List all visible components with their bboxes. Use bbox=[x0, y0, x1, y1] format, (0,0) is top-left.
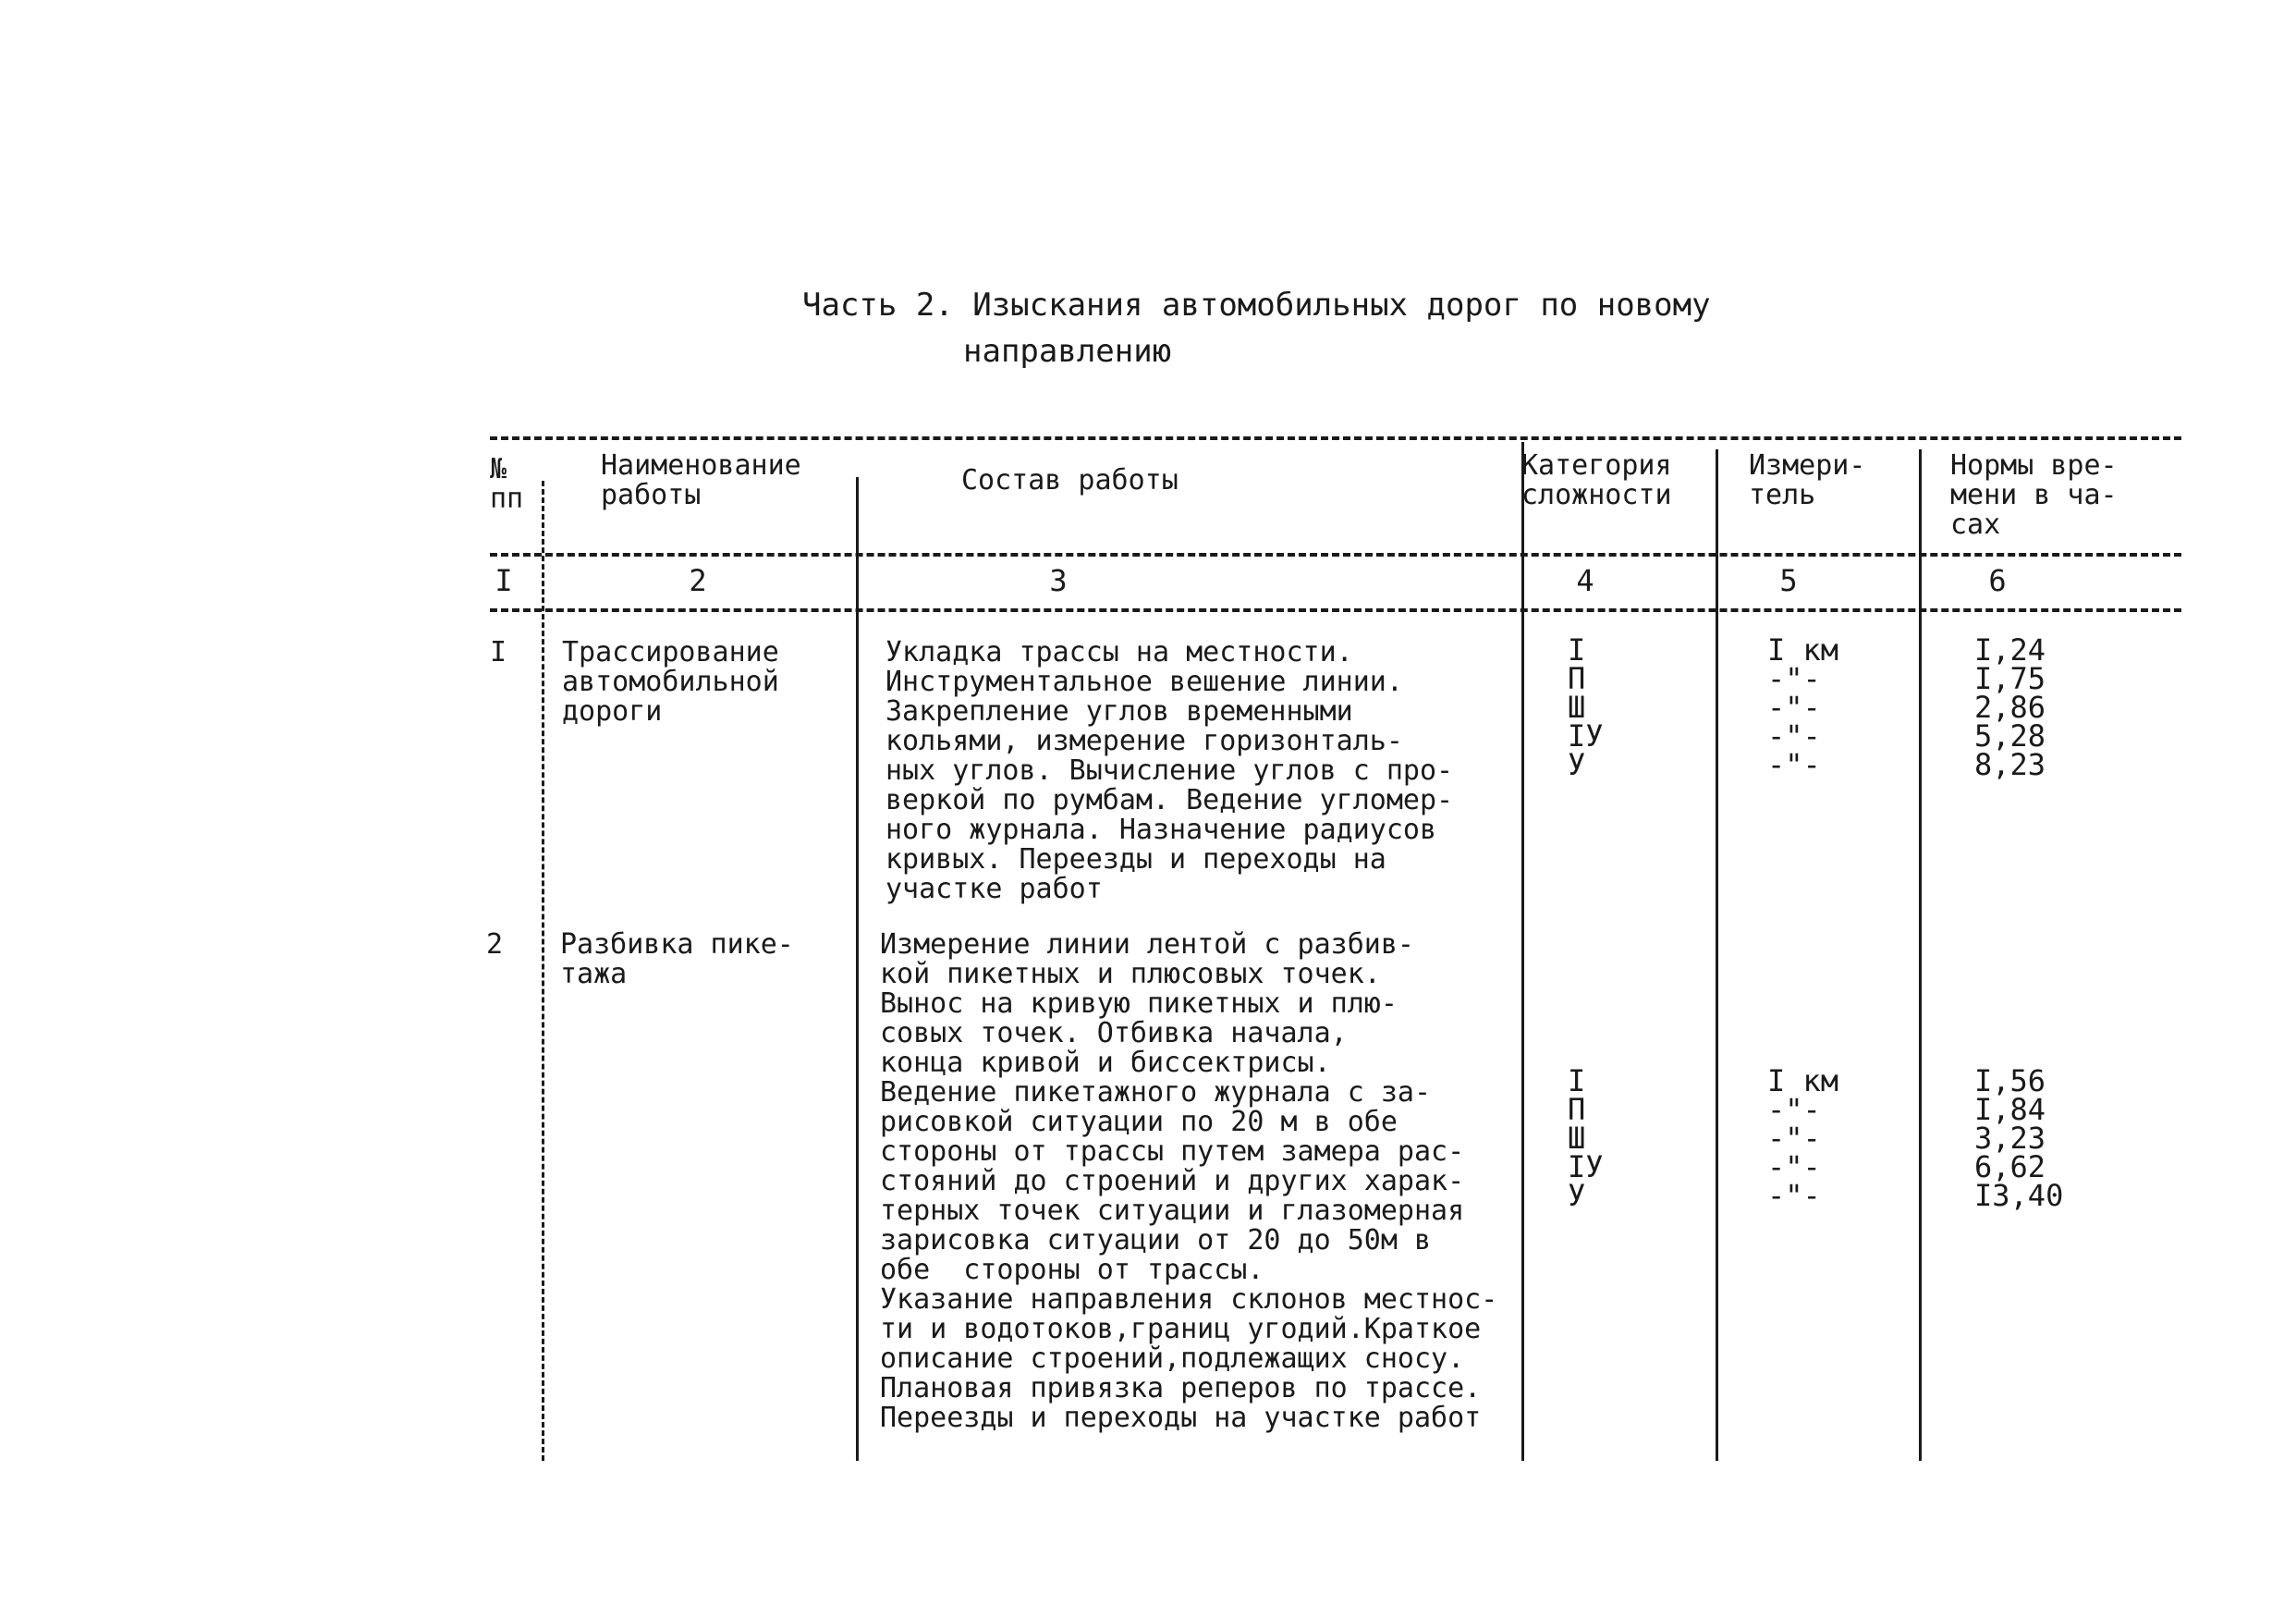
header-category: Категория сложности bbox=[1521, 449, 1672, 511]
column-number-4: 4 bbox=[1576, 563, 1594, 598]
row-1-norms: I,24 I,75 2,86 5,28 8,23 bbox=[1974, 632, 2046, 782]
column-separator-5 bbox=[1919, 449, 1922, 1461]
row-1-categories: I П Ш IУ У bbox=[1568, 632, 1604, 782]
header-norms: Нормы вре- мени в ча- сах bbox=[1950, 449, 2118, 541]
document-title-line-2: направлению bbox=[963, 333, 1172, 370]
row-2-norms: I,56 I,84 3,23 6,62 I3,40 bbox=[1974, 1063, 2064, 1213]
row-2-name: Разбивка пике- тажа bbox=[560, 928, 794, 990]
row-1-composition: Укладка трассы на местности. Инструментальное вешение линии. Закрепление углов временными кольями, измерение горизонталь- ных углов. Вычисление углов с про- веркой по румбам. Ведение угломер- ного журнала. Назначение радиусов кривых. Переезды и переходы на участке работ bbox=[885, 636, 1454, 905]
header-bottom-rule bbox=[490, 553, 2181, 557]
document-title-line-1: Часть 2. Изыскания автомобильных дорог по новому bbox=[802, 287, 1711, 324]
row-2-composition: Измерение линии лентой с разбив- кой пикетных и плюсовых точек. Вынос на кривую пикетных и плю- совых точек. Отбивка начала, конца кривой и биссектрисы. Ведение пикетажного журнала с за- рисовкой ситуации по 20 м в обе стороны от трассы путем замера рас- стояний до строений и других харак- терных точек ситуации и глазомерная зарисовка ситуации от 20 до 50м в обе стороны от трассы. Указание направления склонов местнос- ти и водотоков,границ угодий.Краткое описание строений,подлежащих сносу. Плановая привязка реперов по трассе. Переезды и переходы на участке работ bbox=[880, 928, 1498, 1434]
column-number-1: I bbox=[495, 563, 513, 598]
column-separator-4 bbox=[1716, 449, 1718, 1461]
row-1-name: Трассирование автомобильной дороги bbox=[562, 636, 779, 728]
table-top-rule bbox=[490, 436, 2181, 440]
row-2-units: I км -"- -"- -"- -"- bbox=[1767, 1063, 1839, 1213]
column-numbers-bottom-rule bbox=[490, 608, 2181, 612]
header-name: Наименование работы bbox=[601, 449, 801, 511]
header-num: № пп bbox=[490, 453, 524, 515]
header-composition: Состав работы bbox=[961, 464, 1179, 497]
row-2-categories: I П Ш IУ У bbox=[1568, 1063, 1604, 1213]
column-separator-1 bbox=[542, 481, 544, 1461]
column-separator-3 bbox=[1521, 442, 1524, 1461]
row-2-num: 2 bbox=[486, 928, 504, 961]
column-number-6: 6 bbox=[1988, 563, 2007, 598]
column-separator-2 bbox=[856, 477, 859, 1461]
row-1-num: I bbox=[490, 636, 507, 668]
column-number-5: 5 bbox=[1779, 563, 1798, 598]
header-unit: Измери- тель bbox=[1749, 449, 1866, 511]
row-1-units: I км -"- -"- -"- -"- bbox=[1767, 632, 1839, 782]
column-number-2: 2 bbox=[689, 563, 707, 598]
column-number-3: 3 bbox=[1049, 563, 1068, 598]
